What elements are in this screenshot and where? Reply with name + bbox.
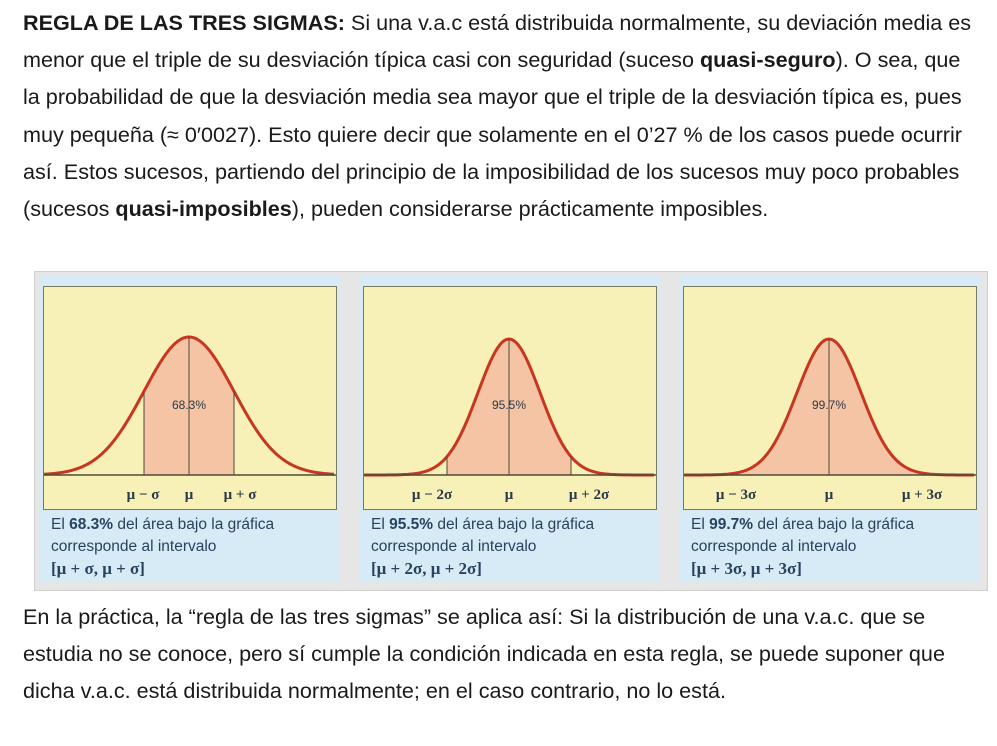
caption-pre: El [371, 516, 390, 533]
right-bound-label: μ + σ [223, 487, 257, 503]
rule-title: REGLA DE LAS TRES SIGMAS: [23, 10, 345, 35]
panel-three-sigma [679, 276, 979, 581]
quasi-imposibles-term: quasi-imposibles [115, 196, 292, 222]
caption-text: del área bajo la gráfica corresponde al intervalo [51, 516, 275, 555]
normal-curve-three-sigma [684, 287, 976, 509]
caption-pre: El [51, 516, 70, 533]
intro-text-1: Si una v.a.c está distribuida normalmente, su deviación media es menor que el triple de su desviación típica casi con seguridad (suceso [23, 10, 972, 73]
mean-label: μ [504, 487, 514, 503]
intro-text-2: ). O sea, que la probabilidad de que la desviación media sea mayor que el triple de la desviación típica es, pues muy pequeña (≈ 0′0027). Esto quiere decir que solamente en el 0’27 % de los casos puede ocurrir así. Estos sucesos, partiendo del principio de la imposibilidad de los sucesos muy poco probables (sucesos [23, 47, 962, 222]
right-bound-label: μ + 2σ [568, 487, 610, 503]
caption-percent: 99.7% [709, 516, 754, 533]
left-bound-label: μ − 2σ [411, 487, 453, 503]
mean-label: μ [824, 487, 834, 503]
normal-distribution-figure [34, 271, 988, 591]
caption-interval: [μ + 3σ, μ + 3σ] [691, 559, 802, 578]
caption-percent: 68.3% [69, 516, 114, 533]
outro-paragraph: En la práctica, la “regla de las tres sigmas” se aplica así: Si la distribución de una v.a.c. que se estudia no se conoce, pero sí cumple la condición indicada en esta regla, se puede suponer que dicha v.a.c. está distribuida normalmente; en el caso contrario, no lo está. [23, 604, 945, 704]
caption-interval: [μ + σ, μ + σ] [51, 559, 145, 578]
caption-text: del área bajo la gráfica corresponde al intervalo [691, 516, 915, 555]
panel-two-sigma [359, 276, 659, 581]
mean-label: μ [184, 487, 194, 503]
percent-label: 99.7% [811, 398, 847, 412]
caption-interval: [μ + 2σ, μ + 2σ] [371, 559, 482, 578]
caption-two-sigma [371, 514, 656, 581]
percent-label: 95.5% [491, 398, 527, 412]
left-bound-label: μ − σ [126, 487, 160, 503]
intro-text-3: ), pueden considerarse prácticamente imposibles. [291, 196, 769, 222]
plot-one-sigma [43, 286, 337, 510]
caption-percent: 95.5% [389, 516, 434, 533]
plot-two-sigma [363, 286, 657, 510]
normal-curve-two-sigma [364, 287, 656, 509]
plot-three-sigma [683, 286, 977, 510]
right-bound-label: μ + 3σ [901, 487, 943, 503]
left-bound-label: μ − 3σ [715, 487, 757, 503]
caption-three-sigma [691, 514, 976, 581]
normal-curve-one-sigma [44, 287, 336, 509]
caption-text: del área bajo la gráfica corresponde al intervalo [371, 516, 595, 555]
quasi-seguro-term: quasi-seguro [699, 47, 836, 73]
panel-one-sigma [39, 276, 339, 581]
caption-pre: El [691, 516, 710, 533]
intro-paragraph [23, 4, 978, 227]
percent-label: 68.3% [171, 398, 207, 412]
caption-one-sigma [51, 514, 336, 581]
